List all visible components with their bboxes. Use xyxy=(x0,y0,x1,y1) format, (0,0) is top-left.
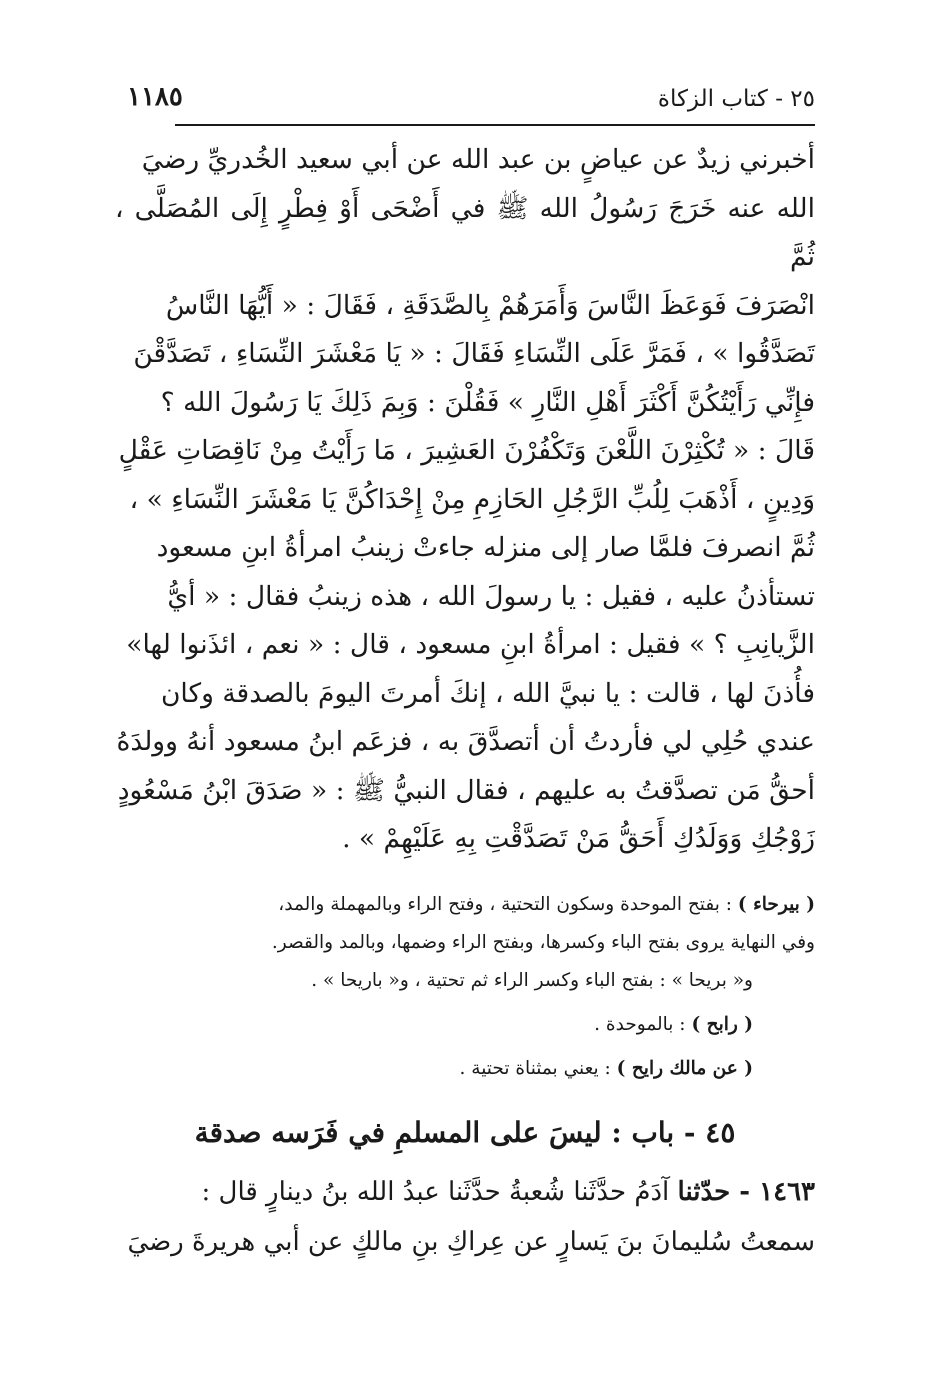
main-text xyxy=(115,136,815,864)
text-line: أخبرني زيدٌ عن عياضٍ بن عبد الله عن أبي سعيد الخُدريِّ رضيَ xyxy=(141,144,815,175)
text-line: وَدِينٍ ، أَذْهَبَ لِلُبِّ الرَّجُلِ الحَازِمِ مِنْ إِحْدَاكُنَّ يَا مَعْشَرَ النِّسَاءِ » ، xyxy=(129,483,815,515)
page-number: ١١٨٥ xyxy=(127,82,183,112)
note-text: : بالموحدة . xyxy=(594,1013,692,1035)
hadith-line: سمعتُ سُليمانَ بنَ يَسارٍ عن عِراكِ بنِ مالكٍ عن أبي هريرةَ رضيَ xyxy=(127,1226,815,1257)
text-line: عندي حُلِي لي فأردتُ أن أتصدَّقَ به ، فزعَم ابنُ مسعود أنهُ وولدَهُ xyxy=(116,726,815,757)
text-line: زَوْجُكِ وَوَلَدُكِ أَحَقُّ مَنْ تَصَدَّقْتِ بِهِ عَلَيْهِمْ » . xyxy=(342,823,815,854)
text-line: تَصَدَّقُوا » ، فَمَرَّ عَلَى النِّسَاءِ فَقَالَ : « يَا مَعْشَرَ النِّسَاءِ ، تَصَدَّقْنَ xyxy=(133,338,815,369)
book-page xyxy=(115,80,815,1267)
chapter-title: ٢٥ - كتاب الزكاة xyxy=(657,86,815,112)
header-rule xyxy=(175,124,815,126)
note-text: : بفتح الموحدة وسكون التحتية ، وفتح الراء وبالمهملة والمد، xyxy=(278,893,738,915)
note-line xyxy=(115,962,815,1000)
note-text: : يعني بمثناة تحتية . xyxy=(459,1057,617,1079)
note-term: ( بيرحاء ) xyxy=(737,893,815,915)
note-text: و« بريحا » : بفتح الباء وكسر الراء ثم تحتية ، و« باريحا » . xyxy=(311,969,753,991)
text-line: قَالَ : « تُكْثِرْنَ اللَّعْنَ وَتَكْفُرْنَ العَشِيرَ ، مَا رَأَيْتُ مِنْ نَاقِصَاتِ عَقْلٍ xyxy=(118,435,815,466)
note-line xyxy=(115,886,815,924)
note-term: ( رابح ) xyxy=(691,1013,753,1035)
text-line: ثُمَّ انصرفَ فلمَّا صار إلى منزله جاءتْ زينبُ امرأةُ ابنِ مسعود xyxy=(156,532,815,563)
hadith-number: ١٤٦٣ - حدّثنا xyxy=(677,1176,815,1207)
text-line: أحقُّ مَن تصدَّقتُ به عليهم ، فقال النبيُّ ﷺ : « صَدَقَ ابْنُ مَسْعُودٍ xyxy=(117,774,815,806)
text-line: الله عنه خَرَجَ رَسُولُ الله ﷺ في أَضْحَى أَوْ فِطْرٍ إِلَى المُصَلَّى ، ثُمَّ xyxy=(115,192,815,272)
text-line: الزَّيانِبِ ؟ » فقيل : امرأةُ ابنِ مسعود ، قال : « نعم ، ائذَنوا لها» xyxy=(126,629,815,660)
note-term: ( عن مالك رايح ) xyxy=(616,1057,753,1079)
hadith-text xyxy=(115,1167,815,1267)
note-line xyxy=(115,924,815,962)
text-line: انْصَرَفَ فَوَعَظَ النَّاسَ وَأَمَرَهُمْ بِالصَّدَقَةِ ، فَقَالَ : « أَيُّهَا النَّاسُ xyxy=(165,289,815,321)
hadith-line xyxy=(115,1167,815,1217)
text-line: فأُذنَ لها ، قالت : يا نبيَّ الله ، إنكَ أمرتَ اليومَ بالصدقة وكان xyxy=(160,677,815,709)
text-line: فإِنِّي رَأَيْتُكُنَّ أَكْثَرَ أَهْلِ النَّارِ » فَقُلْنَ : وَبِمَ ذَلِكَ يَا رَسُولَ الله ؟ xyxy=(160,386,815,418)
section-heading: ٤٥ - باب : ليسَ على المسلمِ في فَرَسه صدقة xyxy=(194,1115,736,1149)
text-line: تستأذنُ عليه ، فقيل : يا رسولَ الله ، هذه زينبُ فقال : « أيُّ xyxy=(167,580,815,612)
note-line xyxy=(115,1006,815,1044)
hadith-line-text: آدَمُ حدَّثَنا شُعبةُ حدَّثَنا عبدُ الله بنُ دينارٍ قال : xyxy=(201,1176,678,1207)
running-header xyxy=(115,80,815,122)
commentary-notes xyxy=(115,886,815,1088)
note-line xyxy=(115,1050,815,1088)
note-text: وفي النهاية يروى بفتح الباء وكسرها، وبفتح الراء وضمها، وبالمد والقصر. xyxy=(271,931,815,953)
